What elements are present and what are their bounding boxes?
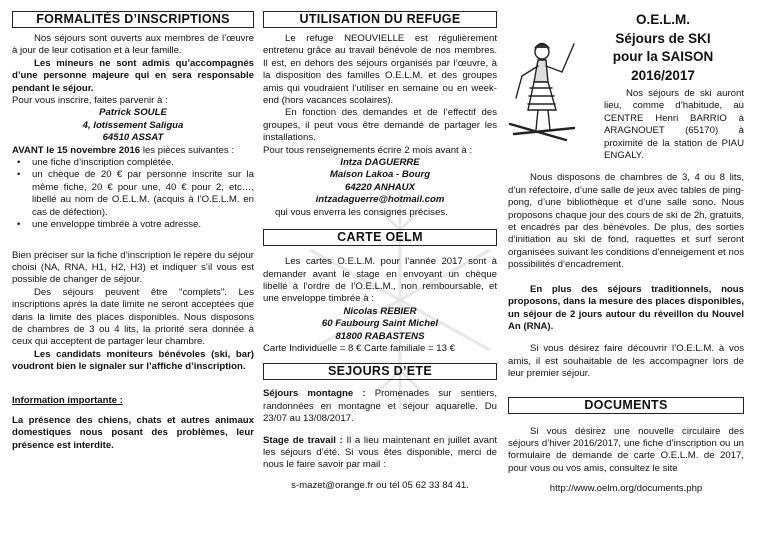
column-inscriptions <box>12 0 254 452</box>
list-item: • un chèque de 20 € par personne inscrite sur la même fiche, 20 € pour une, 40 € pour 2, etc…, libellé au nom de O.E.L.M. (acquis à l’O.E.L.M. en cas de défection). <box>12 169 254 219</box>
heading-saison: pour la SAISON <box>612 49 714 64</box>
stage-text: Il a lieu maintenant en juillet avant les séjours d’été. Si vous êtes disponible, merci de nous le faire savoir par mail : <box>263 434 498 471</box>
paragraph-info: Pour tous renseignements écrire 2 mois avant à : <box>263 144 473 156</box>
section-title-inscriptions: FORMALITÉS D’INSCRIPTIONS <box>12 11 254 28</box>
address-city: 64510 ASSAT <box>102 132 164 144</box>
contact-city: 64220 ANHAUX <box>344 181 416 193</box>
paragraph-complete: Des séjours peuvent être "complets". Les inscriptions après la date limite ne seront acceptées que dans la limite des places disponibles. Nous disposons de chambres de 3 ou 4 lits, la priorité sera donnée à ceux qui acceptent de partager leur chambre. <box>12 286 254 348</box>
heading-oelm: O.E.L.M. <box>636 12 690 27</box>
contact-street: Maison Lakoa - Bourg <box>329 169 431 181</box>
heading-year: 2016/2017 <box>631 67 695 83</box>
paragraph-minors: Les mineurs ne sont admis qu’accompagnés d’une personne majeure qui en sera responsable pendant le séjour. <box>12 57 254 94</box>
list-item: • une fiche d’inscription complétée. <box>12 157 254 169</box>
section-title-refuge: UTILISATION DU REFUGE <box>263 11 497 28</box>
contact-name: Intza DAGUERRE <box>340 157 420 169</box>
carte-contact-street: 60 Faubourg Saint Michel <box>321 318 439 330</box>
paragraph-monitors: Les candidats moniteurs bénévoles (ski, bar) voudront bien le signaler sur l’affiche d’inscription. <box>12 348 254 373</box>
deadline-rest: les pièces suivantes : <box>140 144 235 156</box>
montagne-label: Séjours montagne : <box>263 388 366 400</box>
carte-prices: Carte Individuelle = 8 € Carte familiale = 13 € <box>263 342 455 354</box>
paragraph-stage <box>263 435 497 472</box>
deadline-date: AVANT le 15 novembre 2016 <box>12 144 141 156</box>
section-title-documents: DOCUMENTS <box>508 397 744 414</box>
section-title-carte: CARTE OELM <box>263 229 497 246</box>
address-name: Patrick SOULE <box>99 107 167 119</box>
paragraph-facilities: Nous disposons de chambres de 3, 4 ou 8 lits, d’un réfectoire, d’une salle de jeux avec tables de ping-pong, d’une bibliothèque et d’une salle sono. Nous proposons chaque jour des cours de ski de 2h, gratuits, et encadrés par des bénévoles. De plus, des sorties d’initiation au ski de fond, raquettes et surf seront organisées suivant les conditions d’enneigement et nos possibilités d’encadrement. <box>508 172 744 271</box>
carte-contact-name: Nicolas REBIER <box>343 305 417 317</box>
section-title-ete: SEJOURS D’ETE <box>263 363 497 380</box>
carte-contact-city: 81800 RABASTENS <box>335 330 425 342</box>
contact-email: intzadaguerre@hotmail.com <box>315 194 445 206</box>
paragraph-documents: Si vous désirez une nouvelle circulaire des séjours d’hiver 2016/2017, une fiche d’inscription ou un formulaire de demande de carte O.E.L.M. de 2017, pour vous ou vos amis, consultez le site <box>508 425 744 474</box>
paragraph-carte: Les cartes O.E.L.M. pour l’année 2017 sont à demander avant le stage en envoyant un chèque libellé à l’ordre de l’O.E.L.M., non remboursable, et une enveloppe timbrée à : <box>263 256 497 305</box>
paragraph-rna: En plus des séjours traditionnels, nous proposons, dans la mesure des places disponibles, un séjour de 2 jours autour du réveillon du Nouvel An (RNA). <box>508 283 744 332</box>
required-documents-list <box>12 157 254 231</box>
important-text: La présence des chiens, chats et autres animaux domestiques nous posant des problèmes, leur présence est interdite. <box>12 414 254 451</box>
paragraph-stay-code: Bien préciser sur la fiche d’inscription le repère du séjour choisi (NA, RNA, H1, H2, H3) et indiquer s’il vous est possible de changer de séjour. <box>12 249 254 286</box>
documents-link[interactable]: http://www.oelm.org/documents.php <box>549 483 703 495</box>
paragraph-deadline <box>12 145 254 157</box>
paragraph-members: Nos séjours sont ouverts aux membres de l’œuvre à jour de leur cotisation et à leur famille. <box>12 33 254 57</box>
paragraph-refuge: Le refuge NEOUVIELLE est régulièrement entretenu grâce au travail bénévole de nos membres. Il est, en dehors des séjours organisés par l’œuvre, à la disposition des familles O.E.L.M. et des groupes amis qui voudraient l’utiliser en semaine ou en week-end (hors vacances scolaires). <box>263 33 497 107</box>
column-ski <box>508 0 744 496</box>
paragraph-share: En fonction des demandes et de l’effectif des groupes, il peut vous être demandé de partager les installations. <box>263 107 497 144</box>
paragraph-instructions: qui vous enverra les consignes précises. <box>275 206 448 218</box>
important-label: Information importante : <box>12 394 123 406</box>
montagne-text: Promenades sur sentiers, randonnées en montagne et séjour aquarelle. Du 23/07 au 13/08/2017. <box>263 388 497 425</box>
stage-label: Stage de travail : <box>263 434 343 446</box>
column-refuge <box>263 0 497 492</box>
paragraph-montagne <box>263 388 497 425</box>
paragraph-ski-location: Nos séjours de ski auront lieu, comme d’habitude, au CENTRE Henri BARRIO à ARAGNOUET (65170) à proximité de la station de PIAU ENGALY. <box>604 88 744 162</box>
heading-sejours: Séjours de SKI <box>615 30 711 46</box>
address-street: 4, lotissement Saligua <box>82 119 184 131</box>
paragraph-send-to: Pour vous inscrire, faites parvenir à : <box>12 95 168 107</box>
ski-heading <box>582 11 744 85</box>
list-item: • une enveloppe timbrée à votre adresse. <box>12 219 254 231</box>
stage-contact: s-mazet@orange.fr ou tél 05 62 33 84 41. <box>291 479 469 491</box>
paragraph-friends: Si vous désirez faire découvrir l’O.E.L.M. à vos amis, il est souhaitable de les accompagner lors de leur premier séjour. <box>508 343 744 380</box>
